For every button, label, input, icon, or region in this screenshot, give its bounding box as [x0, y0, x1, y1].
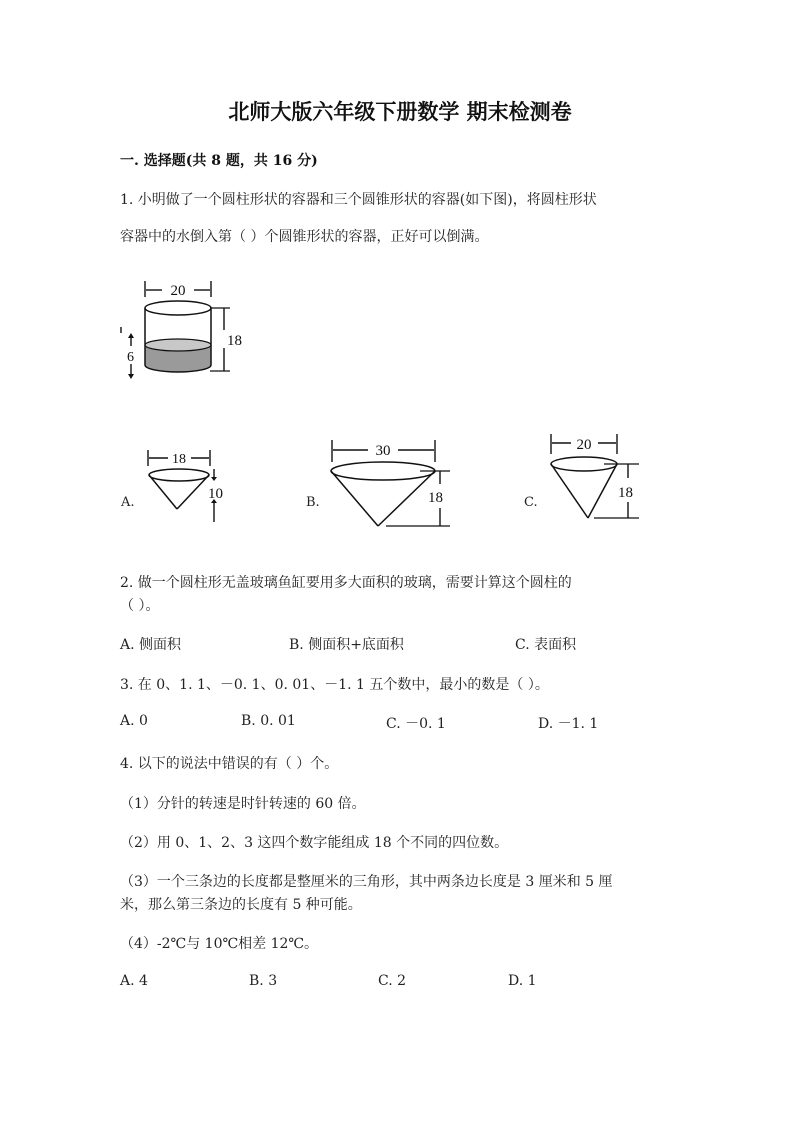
q3-option-b: B. 0. 01: [241, 713, 296, 729]
q3-option-c: C. －0. 1: [386, 716, 446, 732]
q1-line1: 1. 小明做了一个圆柱形状的容器和三个圆锥形状的容器(如下图)，将圆柱形状: [120, 192, 597, 208]
cone-b-label: B.: [306, 495, 320, 510]
q4-statement-4: （4）-2℃与 10℃相差 12℃。: [120, 936, 319, 952]
q4-statement-1: （1）分针的转速是时针转速的 60 倍。: [120, 796, 366, 812]
q3-option-a: A. 0: [120, 713, 148, 729]
q3-text: 3. 在 0、1. 1、－0. 1、0. 01、－1. 1 五个数中，最小的数是（ ）。: [120, 677, 549, 693]
cone-c-height: 18: [618, 485, 633, 501]
q2-line2: （ ）。: [120, 598, 160, 614]
q2-line1: 2. 做一个圆柱形无盖玻璃鱼缸要用多大面积的玻璃，需要计算这个圆柱的: [120, 575, 572, 591]
q4-statement-2: （2）用 0、1、2、3 这四个数字能组成 18 个不同的四位数。: [120, 835, 509, 851]
cylinder-figure: [118, 270, 258, 388]
cone-a-figure: [140, 446, 240, 526]
cone-b-height: 18: [428, 490, 443, 506]
cone-a-height: 10: [208, 486, 223, 502]
q4-statement-3-line1: （3）一个三条边的长度都是整厘米的三角形，其中两条边长度是 3 厘米和 5 厘: [120, 874, 613, 890]
q2-option-a: A. 侧面积: [120, 637, 182, 653]
q2-option-c: C. 表面积: [515, 637, 577, 653]
page-title: 北师大版六年级下册数学 期末检测卷: [228, 99, 572, 124]
q3-option-d: D. －1. 1: [538, 716, 599, 732]
cone-c-label: C.: [524, 495, 538, 510]
cone-b-diameter: 30: [375, 443, 391, 459]
q4-option-c: C. 2: [378, 973, 407, 989]
cylinder-water-label: 6: [127, 350, 134, 365]
cone-b-figure: [320, 436, 460, 536]
q4-option-d: D. 1: [508, 973, 537, 989]
cylinder-height-label: 18: [227, 333, 242, 349]
section-heading: 一. 选择题(共 8 题，共 16 分): [120, 153, 318, 169]
q4-statement-3-line2: 米，那么第三条边的长度有 5 种可能。: [120, 897, 362, 913]
cone-a-label: A.: [121, 495, 135, 510]
q1-line2: 容器中的水倒入第（ ）个圆锥形状的容器，正好可以倒满。: [120, 229, 489, 245]
cylinder-diameter-label: 20: [170, 283, 186, 299]
cone-c-figure: [542, 430, 652, 530]
q4-option-a: A. 4: [120, 973, 148, 989]
q2-option-b: B. 侧面积+底面积: [289, 637, 404, 653]
q4-option-b: B. 3: [249, 973, 278, 989]
cone-a-diameter: 18: [172, 452, 186, 467]
cone-c-diameter: 20: [576, 437, 592, 453]
q4-text: 4. 以下的说法中错误的有（ ）个。: [120, 756, 339, 772]
